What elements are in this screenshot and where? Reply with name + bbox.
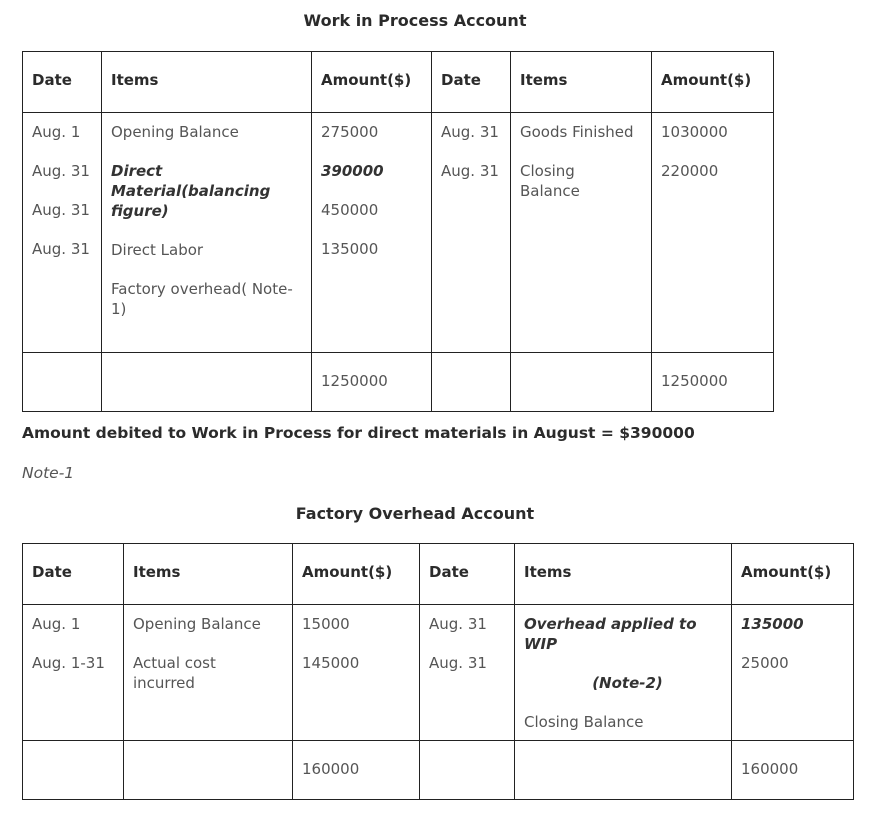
date: Aug. 1 — [32, 123, 81, 141]
amount: 135000 — [321, 240, 379, 258]
date: Aug. 31 — [429, 615, 487, 633]
credit-dates-cell — [420, 605, 515, 741]
debit-items-cell — [102, 113, 312, 353]
header-row — [23, 544, 854, 605]
date: Aug. 1-31 — [32, 654, 105, 672]
entries-row — [23, 605, 854, 741]
amount: 1030000 — [661, 123, 728, 141]
header-amount: Amount($) — [312, 52, 432, 113]
date: Aug. 1 — [32, 615, 81, 633]
direct-materials-statement: Amount debited to Work in Process for direct materials in August = $390000 — [22, 424, 695, 442]
date: Aug. 31 — [441, 123, 499, 141]
debit-amounts-cell — [312, 113, 432, 353]
debit-dates-cell — [23, 605, 124, 741]
header-items: Items — [515, 544, 732, 605]
total-debit: 160000 — [293, 741, 420, 800]
debit-amounts-cell — [293, 605, 420, 741]
empty-cell — [432, 353, 511, 412]
wip-account-table — [22, 51, 774, 412]
total-credit: 160000 — [732, 741, 854, 800]
wip-account-title: Work in Process Account — [303, 11, 527, 30]
amount: 25000 — [741, 654, 789, 672]
item: Factory overhead( Note-1) — [111, 280, 293, 318]
totals-row — [23, 353, 774, 412]
note-label: Note-1 — [22, 464, 75, 482]
date: Aug. 31 — [429, 654, 487, 672]
credit-amounts-cell — [652, 113, 774, 353]
item: Opening Balance — [133, 615, 261, 633]
item: Direct Material(balancing figure) — [111, 162, 271, 220]
header-amount: Amount($) — [732, 544, 854, 605]
header-row — [23, 52, 774, 113]
item: Overhead applied to WIP — [524, 615, 697, 653]
date: Aug. 31 — [32, 240, 90, 258]
header-items: Items — [511, 52, 652, 113]
credit-items-cell — [515, 605, 732, 741]
debit-dates-cell — [23, 113, 102, 353]
empty-cell — [515, 741, 732, 800]
amount: 275000 — [321, 123, 379, 141]
amount: 220000 — [661, 162, 719, 180]
header-items: Items — [124, 544, 293, 605]
item: Goods Finished — [520, 123, 634, 141]
item: Closing Balance — [524, 713, 644, 731]
date: Aug. 31 — [441, 162, 499, 180]
totals-row — [23, 741, 854, 800]
date: Aug. 31 — [32, 162, 90, 180]
amount: 15000 — [302, 615, 350, 633]
item: Closing Balance — [520, 162, 580, 200]
credit-items-cell — [511, 113, 652, 353]
foh-account-title: Factory Overhead Account — [295, 504, 535, 523]
empty-cell — [23, 353, 102, 412]
amount: 145000 — [302, 654, 360, 672]
credit-amounts-cell — [732, 605, 854, 741]
empty-cell — [102, 353, 312, 412]
header-date: Date — [23, 544, 124, 605]
item-note: (Note-2) — [592, 674, 663, 692]
date: Aug. 31 — [32, 201, 90, 219]
entries-row — [23, 113, 774, 353]
header-amount: Amount($) — [652, 52, 774, 113]
item: Actual cost incurred — [133, 654, 216, 692]
empty-cell — [511, 353, 652, 412]
header-amount: Amount($) — [293, 544, 420, 605]
item: Opening Balance — [111, 123, 239, 141]
amount: 390000 — [321, 162, 384, 180]
amount: 135000 — [741, 615, 804, 633]
amount: 450000 — [321, 201, 379, 219]
header-date: Date — [432, 52, 511, 113]
header-date: Date — [420, 544, 515, 605]
total-debit: 1250000 — [312, 353, 432, 412]
total-credit: 1250000 — [652, 353, 774, 412]
foh-account-table — [22, 543, 854, 800]
empty-cell — [124, 741, 293, 800]
credit-dates-cell — [432, 113, 511, 353]
header-items: Items — [102, 52, 312, 113]
header-date: Date — [23, 52, 102, 113]
debit-items-cell — [124, 605, 293, 741]
empty-cell — [23, 741, 124, 800]
empty-cell — [420, 741, 515, 800]
item: Direct Labor — [111, 241, 204, 259]
